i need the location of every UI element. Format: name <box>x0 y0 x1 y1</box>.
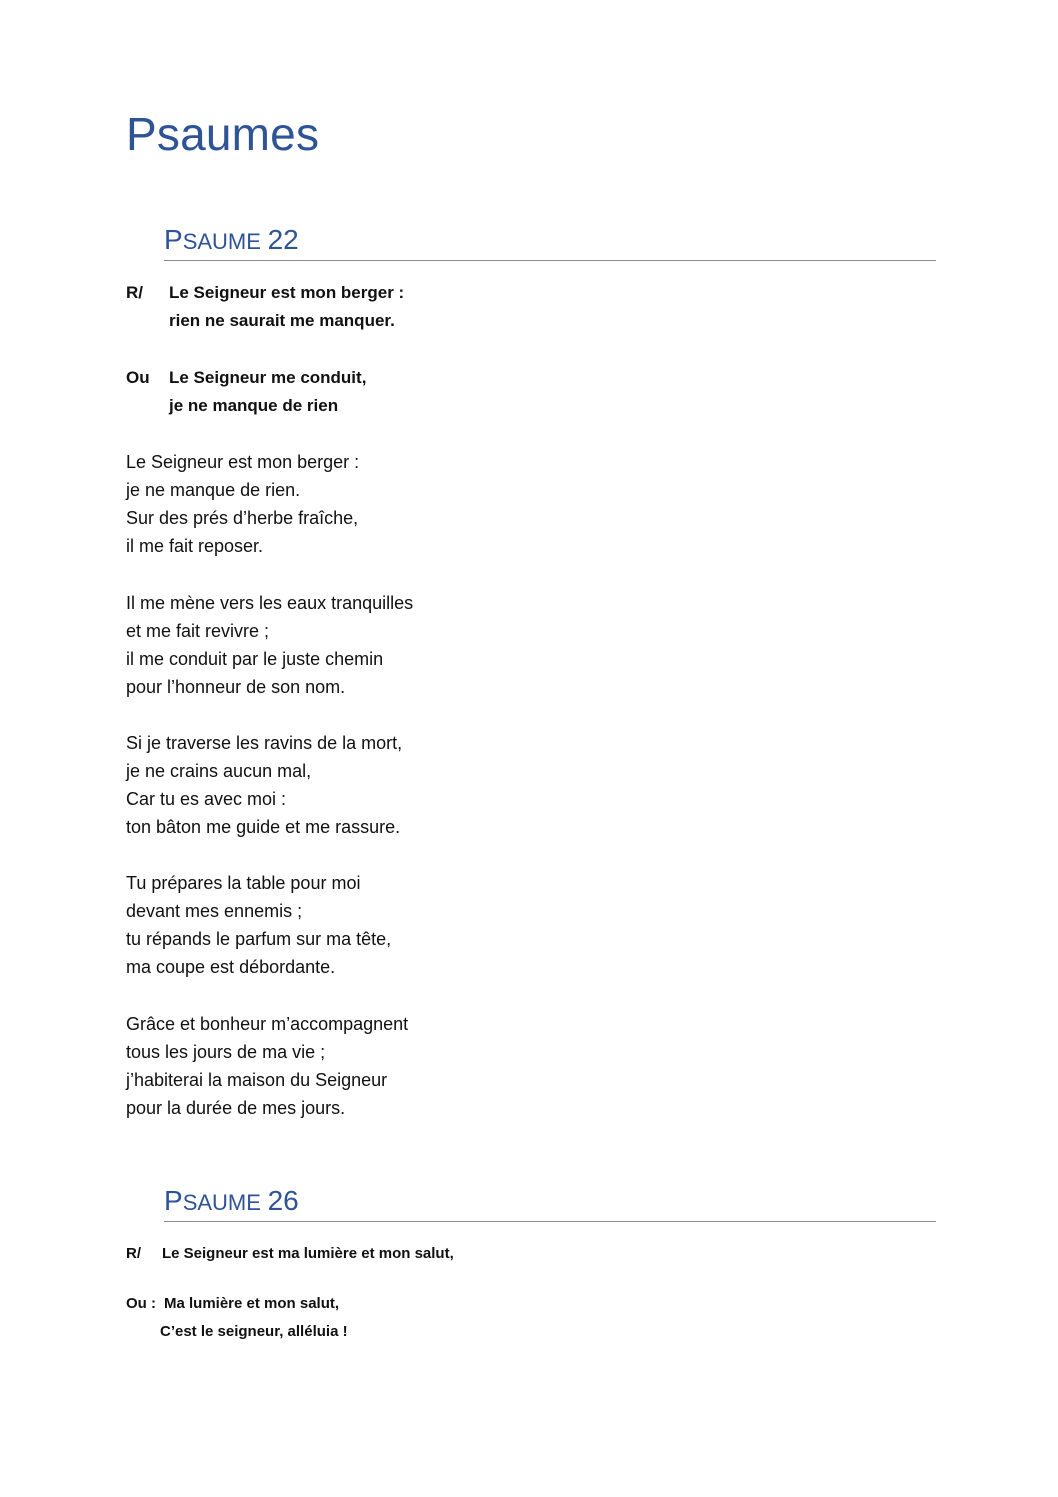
verse-line: Grâce et bonheur m’accompagnent <box>126 1014 409 1034</box>
alt-refrain-line: Ma lumière et mon salut, <box>164 1295 340 1312</box>
psalm-26-refrain <box>126 1240 626 1268</box>
alt-refrain-line: je ne manque de rien <box>169 396 339 415</box>
alt-refrain-tag: Ou <box>126 368 150 387</box>
psalm-22-heading <box>164 222 936 261</box>
psalm-22-stanza-2 <box>126 589 413 701</box>
verse-line: Car tu es avec moi : <box>126 789 287 809</box>
psalm-26-heading <box>164 1183 936 1222</box>
verse-line: devant mes ennemis ; <box>126 901 303 921</box>
verse-line: il me conduit par le juste chemin <box>126 649 384 669</box>
verse-line: ma coupe est débordante. <box>126 957 336 977</box>
psalm-22-stanza-5 <box>126 1010 408 1122</box>
verse-line: il me fait reposer. <box>126 536 264 556</box>
psalm-22-alt-refrain <box>126 364 526 420</box>
verse-line: j’habiterai la maison du Seigneur <box>126 1070 388 1090</box>
refrain-tag: R/ <box>126 1245 141 1262</box>
verse-line: et me fait revivre ; <box>126 621 270 641</box>
document-title: Psaumes <box>126 108 320 160</box>
heading-word: SAUME <box>182 229 261 254</box>
verse-line: tous les jours de ma vie ; <box>126 1042 326 1062</box>
alt-refrain-tag: Ou : <box>126 1295 156 1312</box>
verse-line: Tu prépares la table pour moi <box>126 873 361 893</box>
alt-refrain-line: Le Seigneur me conduit, <box>169 368 367 387</box>
verse-line: Il me mène vers les eaux tranquilles <box>126 593 414 613</box>
verse-line: pour la durée de mes jours. <box>126 1098 346 1118</box>
heading-initial: P <box>164 1185 183 1216</box>
psalm-22-stanza-1 <box>126 448 359 560</box>
verse-line: je ne manque de rien. <box>126 480 301 500</box>
verse-line: je ne crains aucun mal, <box>126 761 312 781</box>
refrain-line: Le Seigneur est mon berger : <box>169 283 405 302</box>
psalm-22-stanza-4 <box>126 869 391 981</box>
verse-line: Si je traverse les ravins de la mort, <box>126 733 403 753</box>
refrain-line: rien ne saurait me manquer. <box>169 311 395 330</box>
refrain-line: Le Seigneur est ma lumière et mon salut, <box>162 1245 454 1262</box>
verse-line: Le Seigneur est mon berger : <box>126 452 360 472</box>
psalm-26-alt-refrain <box>126 1290 626 1346</box>
verse-line: pour l’honneur de son nom. <box>126 677 346 697</box>
heading-number: 22 <box>267 224 299 255</box>
heading-number: 26 <box>267 1185 299 1216</box>
heading-initial: P <box>164 224 183 255</box>
heading-word: SAUME <box>182 1190 261 1215</box>
verse-line: ton bâton me guide et me rassure. <box>126 817 401 837</box>
verse-line: tu répands le parfum sur ma tête, <box>126 929 392 949</box>
refrain-tag: R/ <box>126 283 143 302</box>
psalm-22-refrain <box>126 279 526 335</box>
verse-line: Sur des prés d’herbe fraîche, <box>126 508 359 528</box>
psalm-22-stanza-3 <box>126 729 402 841</box>
alt-refrain-line: C’est le seigneur, alléluia ! <box>160 1323 348 1340</box>
